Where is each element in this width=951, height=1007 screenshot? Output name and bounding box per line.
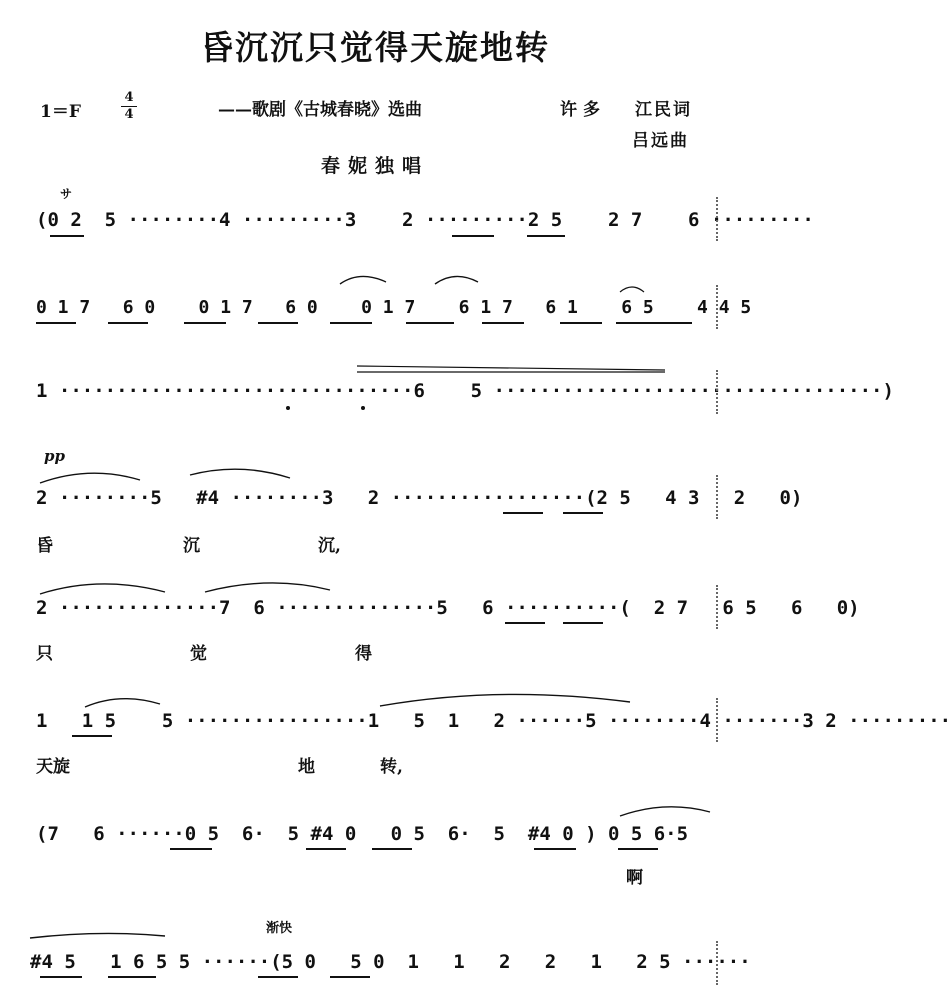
time-denominator: 4 (124, 107, 134, 122)
score-row-1 (0, 187, 814, 285)
beam (563, 512, 603, 514)
beam (560, 322, 602, 324)
notation-line: 0 1 7 6 0 0 1 7 6 0 0 1 7 6 1 7 6 1 6 5 4 4 5 (36, 297, 752, 318)
beam (618, 848, 658, 850)
beam (72, 735, 112, 737)
barline (716, 475, 718, 519)
time-numerator: 4 (124, 90, 134, 105)
score-row-4 (0, 447, 803, 556)
barline (716, 285, 718, 329)
beam (108, 976, 156, 978)
lyric: 昏 (36, 536, 53, 556)
beam (108, 322, 148, 324)
lyric: 天旋 (36, 757, 70, 777)
beam (616, 322, 692, 324)
low-octave-dot (361, 406, 365, 410)
beam (306, 848, 346, 850)
beam (50, 235, 84, 237)
time-signature (119, 91, 139, 122)
notation-line: (0 2 5 ········4 ·········3 2 ·········2 5 2 7 6 ········· (36, 209, 814, 231)
composer-credit: 吕远曲 (632, 131, 689, 151)
performer: 春妮独唱 (320, 155, 429, 177)
notation-line: 2 ··············7 6 ··············5 6 ··········( 2 7 6 5 6 0) (36, 597, 860, 619)
score-row-5 (0, 575, 860, 665)
notation-line: 1 ·······························6 5 ··································) (36, 380, 894, 402)
lyric: 地 (298, 757, 315, 777)
beam (534, 848, 576, 850)
barline (716, 197, 718, 241)
notation-line: 1 1 5 5 ················1 5 1 2 ······5 ········4 ·······3 2 ········· (36, 710, 951, 732)
lyricist-credit: 江民词 (635, 100, 692, 120)
beam (503, 512, 543, 514)
lyric: 转, (380, 757, 403, 777)
notation-line: 2 ········5 #4 ········3 2 ·················(2 5 4 3 2 0) (36, 487, 803, 509)
score-row-2 (0, 285, 750, 375)
lyricist: 许多 (560, 100, 606, 120)
barline (716, 698, 718, 742)
beam (505, 622, 545, 624)
score-row-3 (0, 370, 894, 460)
beam (184, 322, 226, 324)
barline (716, 941, 718, 985)
beam (452, 235, 494, 237)
beam (258, 322, 298, 324)
song-title: 昏沉沉只觉得天旋地转 (200, 28, 550, 67)
beam (330, 976, 370, 978)
lyric: 得 (355, 644, 372, 664)
beam (406, 322, 454, 324)
lyric: 沉, (318, 536, 341, 556)
opera-source: ——歌剧《古城春晓》选曲 (218, 100, 422, 120)
notation-line: (7 6 ······0 5 6· 5 #4 0 0 5 6· 5 #4 0 ) 0 5 6·5 (36, 823, 689, 845)
beam (170, 848, 212, 850)
fermata-mark: サ (60, 187, 73, 201)
beam (330, 322, 372, 324)
dynamic-pp: pp (44, 447, 65, 465)
beam (40, 976, 82, 978)
beam (258, 976, 298, 978)
beam (36, 322, 76, 324)
beam (372, 848, 412, 850)
barline (716, 585, 718, 629)
lyric: 只 (36, 644, 53, 664)
score-row-6 (0, 690, 951, 780)
beam (482, 322, 524, 324)
lyric: 觉 (190, 644, 207, 664)
beam (527, 235, 565, 237)
lyric: 啊 (626, 868, 643, 888)
beam (563, 622, 603, 624)
barline (716, 370, 718, 414)
key-signature: 1＝F (40, 102, 81, 122)
score-row-7 (0, 805, 750, 895)
notation-line: #4 5 1 6 5 5 ······(5 0 5 0 1 1 2 2 1 2 5 ······ (30, 951, 751, 973)
low-octave-dot (286, 406, 290, 410)
tempo-marking: 渐快 (266, 921, 293, 936)
lyric: 沉 (183, 536, 200, 556)
score-row-8 (0, 915, 750, 1005)
